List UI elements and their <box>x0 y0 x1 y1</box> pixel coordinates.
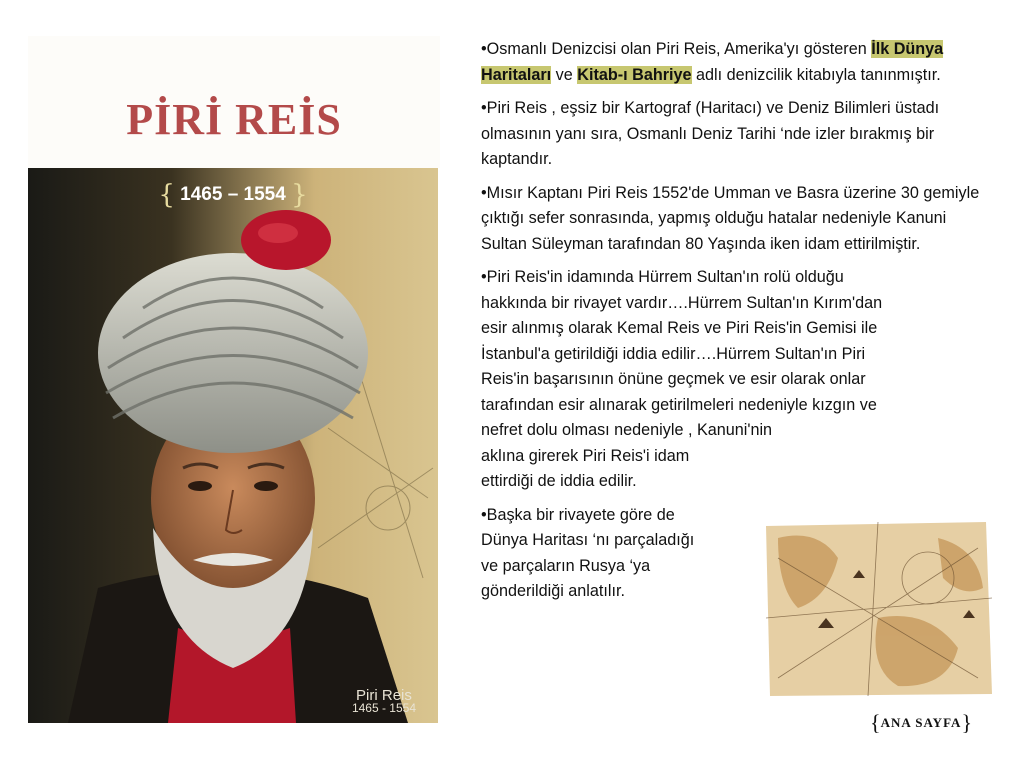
paragraph-5-line: •Başka bir rivayete göre de <box>481 505 675 524</box>
paragraph-2: •Piri Reis , eşsiz bir Kartograf (Haritacı) ve Deniz Bilimleri üstadı olmasının yanı sıra, Osmanlı Deniz Tarihi ‘nde izler bırakmış bir kaptandır. <box>481 99 940 168</box>
portrait-signature <box>352 689 416 715</box>
paragraph-4-line: tarafından esir alınarak getirilmeleri nedeniyle kızgın ve <box>481 395 877 414</box>
paragraph-5-line: ve parçaların Rusya ‘ya <box>481 556 651 575</box>
page-title: PİRİ REİS <box>126 95 342 144</box>
home-link-label: ANA SAYFA <box>880 715 962 730</box>
portrait-caption-name: Piri Reis <box>356 687 412 704</box>
paragraph-4-line: aklına girerek Piri Reis'i idam <box>481 446 690 465</box>
years-text: 1465 – 1554 <box>180 184 286 205</box>
paragraph-4-line: nefret dolu olması nedeniyle , Kanuni'nin <box>481 421 773 439</box>
title-panel <box>28 36 440 168</box>
paragraph-3: •Mısır Kaptanı Piri Reis 1552'de Umman ve Basra üzerine 30 gemiyle çıktığı sefer sonrasında, yapmış olduğu hatalar nedeniyle Kanuni Sultan Süleyman tarafından 80 Yaşında iken idam ettirilmiştir. <box>481 183 980 253</box>
highlight-kitab-i-bahriye: Kitab-ı Bahriye <box>577 65 692 84</box>
paragraph-4-line: •Piri Reis'in idamında Hürrem Sultan'ın rolü olduğu <box>481 268 844 286</box>
paragraph-1-text-b: ve <box>551 65 578 84</box>
paragraph-4-line: esir alınmış olarak Kemal Reis ve Piri Reis'in Gemisi ile <box>481 319 878 337</box>
left-brace-icon: { <box>158 180 175 210</box>
portrait-image <box>28 168 438 723</box>
paragraph-5-line: Dünya Haritası ‘nı parçaladığı <box>481 531 695 549</box>
piri-reis-portrait-illustration <box>28 168 438 723</box>
paragraph-4-line: Reis'in başarısının önüne geçmek ve esir olarak onlar <box>481 370 866 388</box>
paragraph-4-line: İstanbul'a getirildiği iddia edilir….Hürrem Sultan'ın Piri <box>481 344 866 363</box>
right-brace-icon: } <box>291 180 308 210</box>
right-brace-icon: } <box>961 710 972 735</box>
portrait-caption-years: 1465 - 1554 <box>351 701 416 715</box>
world-map-illustration <box>758 518 996 698</box>
paragraph-1-text-a: •Osmanlı Denizcisi olan Piri Reis, Amerika'yı gösteren <box>481 40 872 58</box>
home-link[interactable] <box>870 710 972 736</box>
piri-reis-map-image <box>758 518 996 698</box>
years-label <box>28 182 438 208</box>
left-brace-icon: { <box>870 710 881 735</box>
paragraph-1-text-c: adlı denizcilik kitabıyla tanınmıştır. <box>691 65 941 84</box>
paragraph-4 <box>481 265 991 495</box>
paragraph-1 <box>481 37 991 88</box>
highlight-ilk-dunya-haritalari: İlk Dünya Haritaları <box>481 40 944 84</box>
paragraph-4-line: ettirdiği de iddia edilir. <box>481 472 637 490</box>
paragraph-5-line: gönderildiği anlatılır. <box>481 582 625 600</box>
paragraph-4-line: hakkında bir rivayet vardır….Hürrem Sultan'ın Kırım'dan <box>481 293 883 312</box>
